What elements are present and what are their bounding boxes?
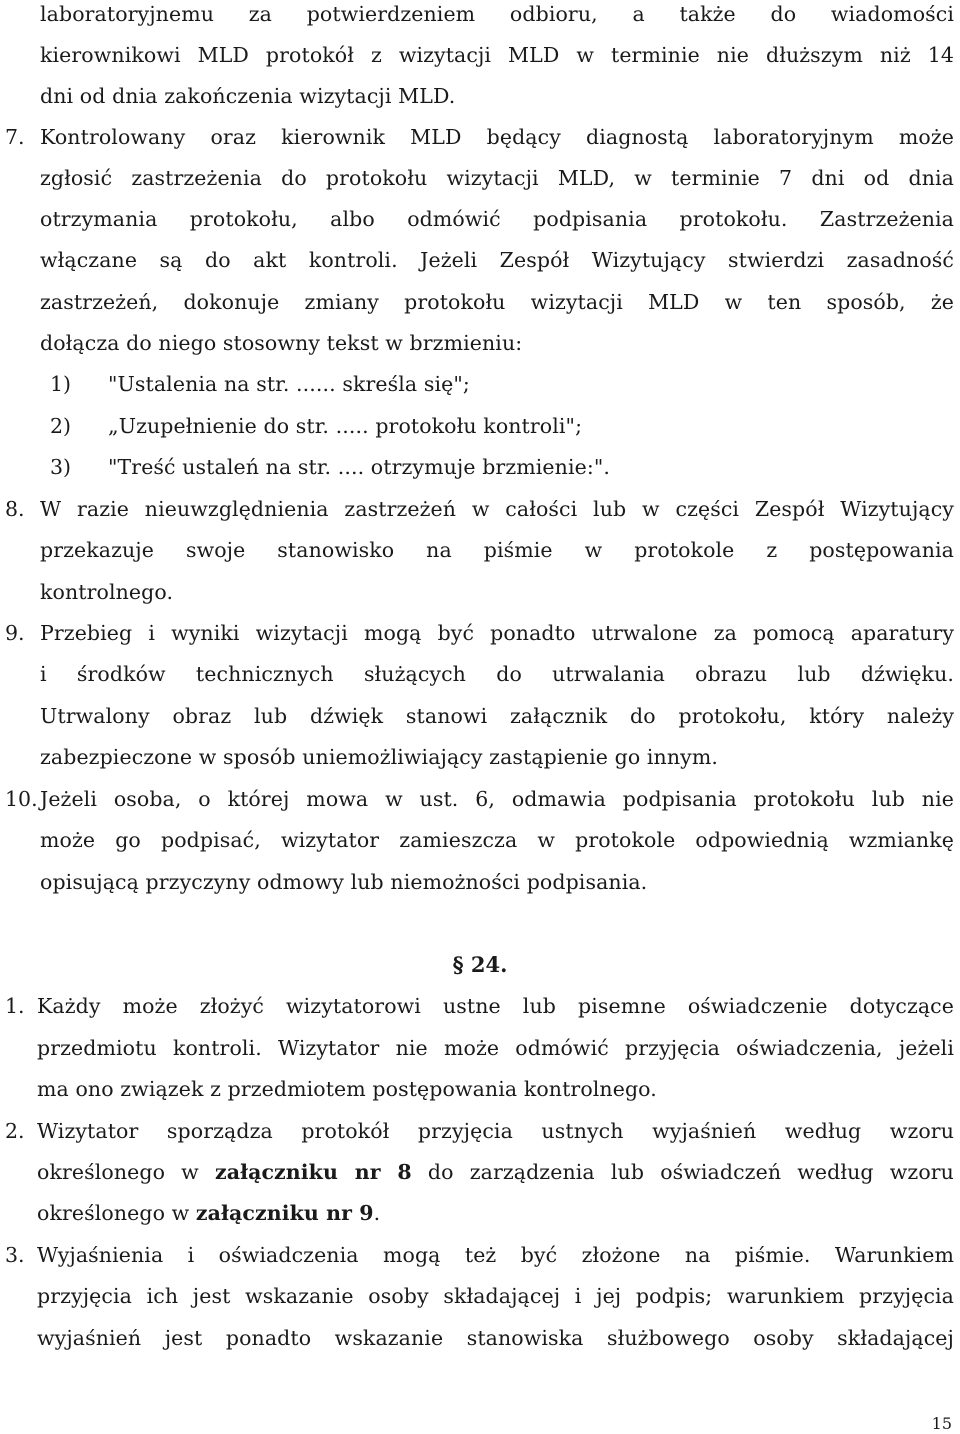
paragraph-line: Utrwalony obraz lub dźwięk stanowi załącznik do protokołu, który należy bbox=[40, 704, 954, 728]
paragraph-line: Przebieg i wyniki wizytacji mogą być ponadto utrwalone za pomocą aparatury bbox=[40, 621, 954, 645]
paragraph-line bbox=[37, 1160, 954, 1184]
paragraph-line: zgłosić zastrzeżenia do protokołu wizytacji MLD, w terminie 7 dni od dnia bbox=[40, 166, 954, 190]
sublist-number: 1) bbox=[50, 372, 72, 396]
paragraph-line: przedmiotu kontroli. Wizytator nie może odmówić przyjęcia oświadczenia, jeżeli bbox=[37, 1036, 954, 1060]
paragraph-line: zastrzeżeń, dokonuje zmiany protokołu wizytacji MLD w ten sposób, że bbox=[40, 290, 954, 314]
list-number: 1. bbox=[5, 994, 25, 1018]
paragraph-line: kierownikowi MLD protokół z wizytacji MLD w terminie nie dłuższym niż 14 bbox=[40, 43, 954, 67]
text-run: określonego w bbox=[37, 1160, 215, 1184]
page-number: 15 bbox=[931, 1414, 952, 1433]
paragraph-line: i środków technicznych służących do utrwalania obrazu lub dźwięku. bbox=[40, 662, 954, 686]
attachment-reference: załączniku nr 8 bbox=[214, 1160, 412, 1184]
list-number: 3. bbox=[5, 1243, 25, 1267]
paragraph-line: Wizytator sporządza protokół przyjęcia ustnych wyjaśnień według wzoru bbox=[37, 1119, 954, 1143]
paragraph-line: przyjęcia ich jest wskazanie osoby składającej i jej podpis; warunkiem przyjęcia bbox=[37, 1284, 954, 1308]
paragraph-line: W razie nieuwzględnienia zastrzeżeń w całości lub w części Zespół Wizytujący bbox=[40, 497, 954, 521]
list-number: 9. bbox=[5, 621, 25, 645]
text-run: do zarządzenia lub oświadczeń według wzoru bbox=[411, 1160, 954, 1184]
paragraph-line: otrzymania protokołu, albo odmówić podpisania protokołu. Zastrzeżenia bbox=[40, 207, 954, 231]
text-run: . bbox=[373, 1201, 381, 1225]
paragraph-line: dołącza do niego stosowny tekst w brzmieniu: bbox=[40, 331, 523, 355]
list-number: 2. bbox=[5, 1119, 25, 1143]
paragraph-line: może go podpisać, wizytator zamieszcza w protokole odpowiednią wzmiankę bbox=[40, 828, 954, 852]
sublist-number: 3) bbox=[50, 455, 72, 479]
sublist-text: „Uzupełnienie do str. ..... protokołu kontroli"; bbox=[108, 414, 583, 438]
paragraph-line: przekazuje swoje stanowisko na piśmie w protokole z postępowania bbox=[40, 538, 954, 562]
section-heading: § 24. bbox=[452, 952, 508, 977]
list-number: 10. bbox=[5, 787, 38, 811]
list-number: 7. bbox=[5, 125, 25, 149]
paragraph-line: Jeżeli osoba, o której mowa w ust. 6, odmawia podpisania protokołu lub nie bbox=[40, 787, 954, 811]
paragraph-line: Kontrolowany oraz kierownik MLD będący diagnostą laboratoryjnym może bbox=[40, 125, 954, 149]
paragraph-line: Każdy może złożyć wizytatorowi ustne lub pisemne oświadczenie dotyczące bbox=[37, 994, 954, 1018]
sublist-number: 2) bbox=[50, 414, 72, 438]
attachment-reference: załączniku nr 9 bbox=[195, 1201, 374, 1225]
paragraph-line: włączane są do akt kontroli. Jeżeli Zespół Wizytujący stwierdzi zasadność bbox=[40, 248, 954, 272]
paragraph-line bbox=[37, 1201, 380, 1225]
paragraph-line: laboratoryjnemu za potwierdzeniem odbioru, a także do wiadomości bbox=[40, 2, 954, 26]
paragraph-line: opisującą przyczyny odmowy lub niemożności podpisania. bbox=[40, 870, 648, 894]
sublist-text: "Treść ustaleń na str. .... otrzymuje brzmienie:". bbox=[108, 455, 611, 479]
paragraph-line: wyjaśnień jest ponadto wskazanie stanowiska służbowego osoby składającej bbox=[37, 1326, 954, 1350]
paragraph-line: kontrolnego. bbox=[40, 580, 174, 604]
paragraph-line: Wyjaśnienia i oświadczenia mogą też być złożone na piśmie. Warunkiem bbox=[37, 1243, 954, 1267]
paragraph-line: ma ono związek z przedmiotem postępowania kontrolnego. bbox=[37, 1077, 657, 1101]
paragraph-line: zabezpieczone w sposób uniemożliwiający zastąpienie go innym. bbox=[40, 745, 718, 769]
paragraph-line: dni od dnia zakończenia wizytacji MLD. bbox=[40, 84, 456, 108]
list-number: 8. bbox=[5, 497, 25, 521]
sublist-text: "Ustalenia na str. ...... skreśla się"; bbox=[108, 372, 470, 396]
text-run: określonego w bbox=[37, 1201, 196, 1225]
